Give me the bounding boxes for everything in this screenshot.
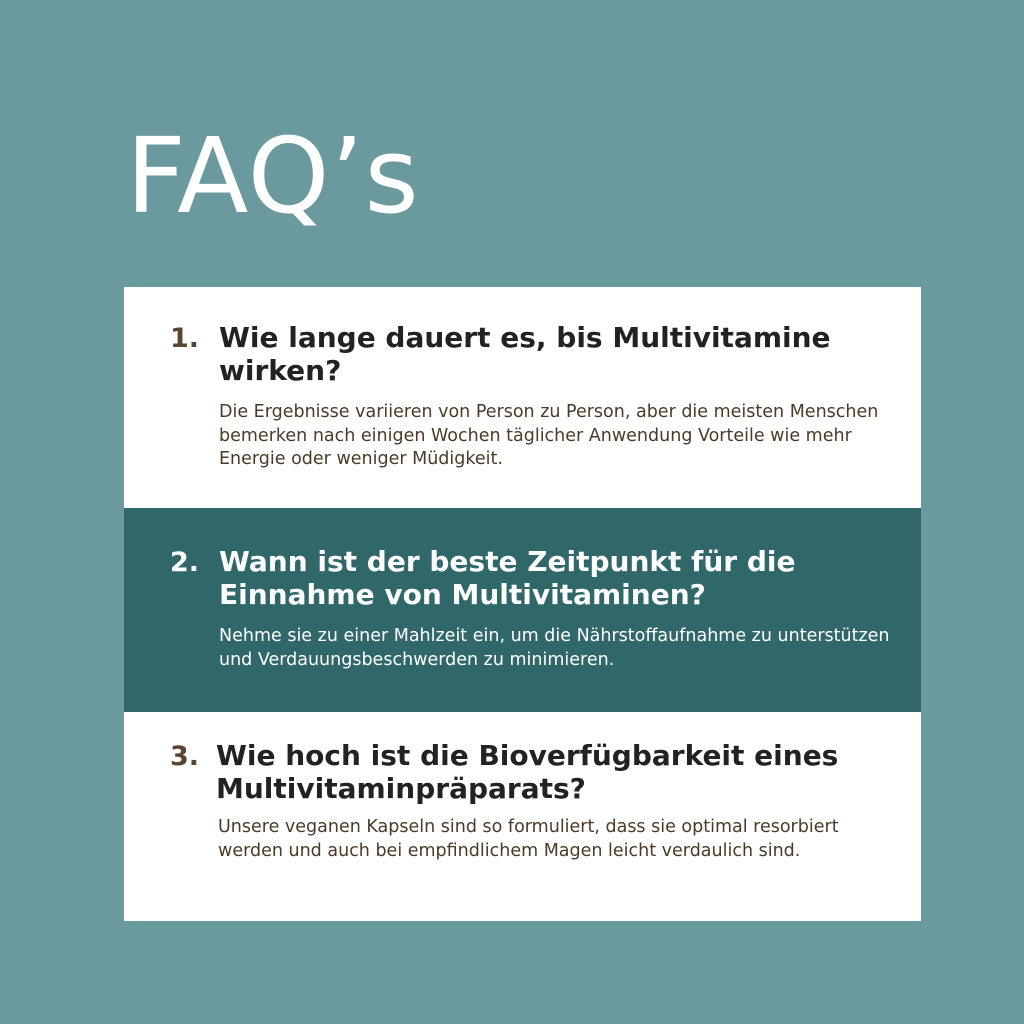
faq-number: 3. (170, 741, 200, 772)
faq-item-2 (124, 508, 921, 712)
faq-question: Wann ist der beste Zeitpunkt für die Einnahme von Multivitaminen? (219, 545, 796, 611)
faq-answer: Nehme sie zu einer Mahlzeit ein, um die Nährstoffaufnahme zu unterstützen und Verdauungsbeschwerden zu minimieren. (219, 626, 890, 670)
faq-item-3 (124, 712, 921, 921)
page-title: FAQ’s (126, 115, 420, 237)
faq-question: Wie hoch ist die Bioverfügbarkeit eines Multivitaminpräparats? (216, 739, 839, 805)
faq-question: Wie lange dauert es, bis Multivitamine wirken? (219, 321, 831, 387)
faq-answer: Unsere veganen Kapseln sind so formuliert, dass sie optimal resorbiert werden und auch bei empfindlichem Magen leicht verdaulich sind. (218, 817, 839, 861)
faq-answer: Die Ergebnisse variieren von Person zu Person, aber die meisten Menschen bemerken nach einigen Wochen täglicher Anwendung Vorteile wie mehr Energie oder weniger Müdigkeit. (219, 402, 879, 469)
faq-number: 2. (170, 547, 200, 578)
faq-item-1 (124, 287, 921, 508)
faq-number: 1. (170, 323, 200, 354)
